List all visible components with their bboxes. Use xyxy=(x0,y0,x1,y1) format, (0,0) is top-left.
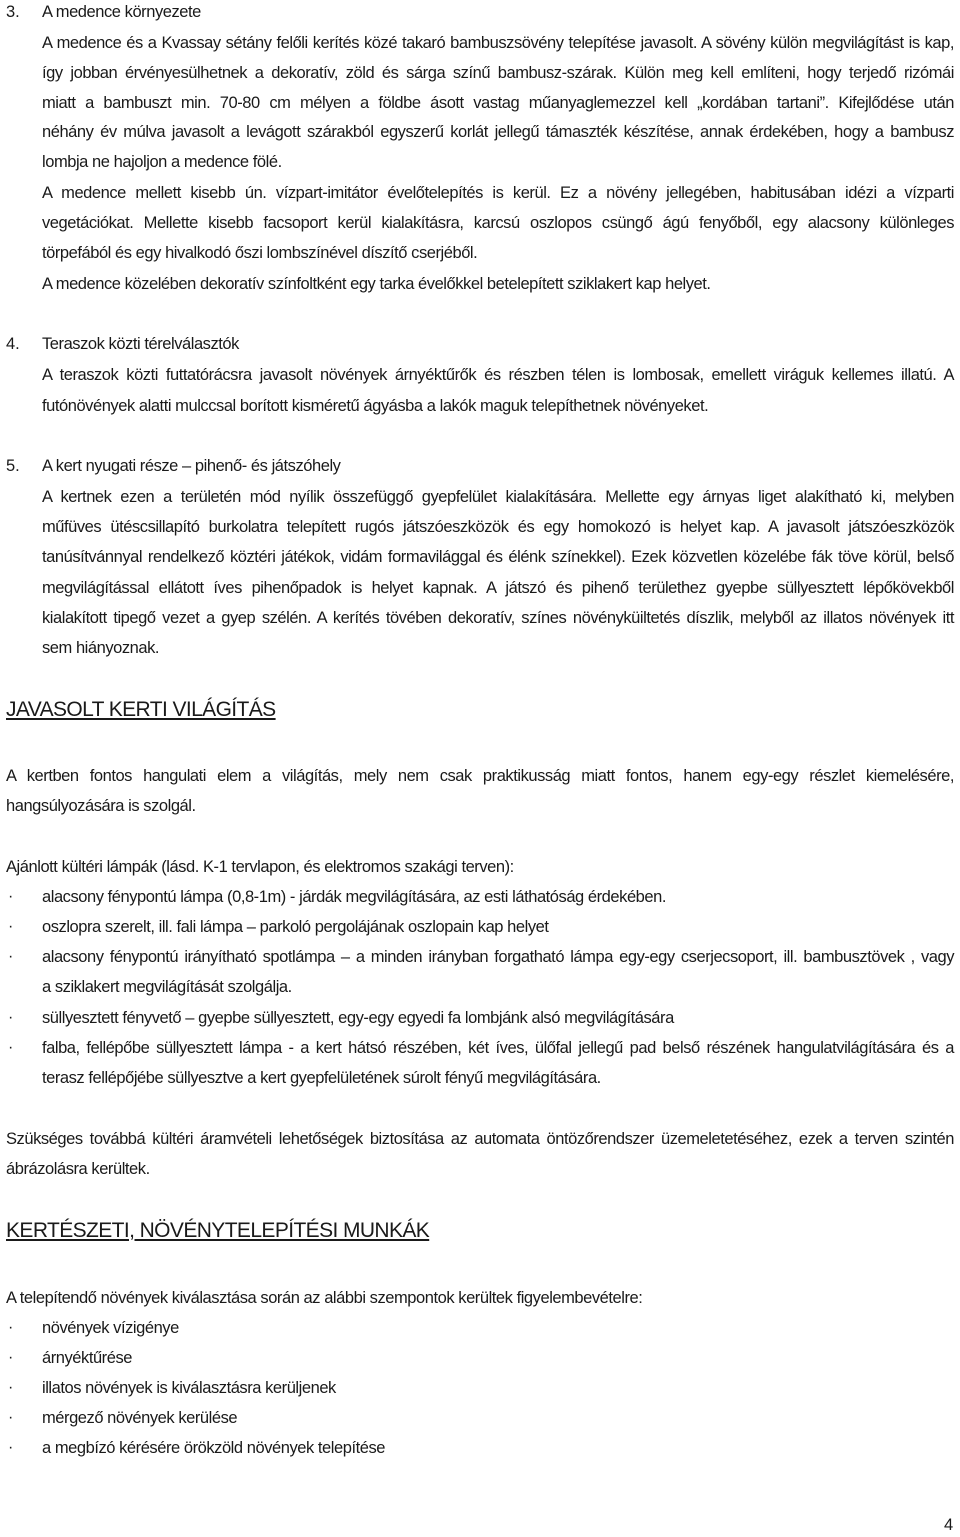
lighting-item: süllyesztett fényvető – gyepbe süllyesztett, egy-egy egyedi fa lombjánk alsó megvilágítására xyxy=(42,1009,674,1027)
page-number: 4 xyxy=(944,1516,953,1534)
lighting-list-intro: Ajánlott kültéri lámpák (lásd. K-1 tervlapon, és elektromos szakági terven): xyxy=(6,858,514,876)
section-5-line: sem hiányoznak. xyxy=(42,639,160,657)
planting-item: a megbízó kérésére örökzöld növények telepítése xyxy=(42,1439,385,1457)
bullet-marker: · xyxy=(8,1349,14,1366)
lighting-item: falba, fellépőbe süllyesztett lámpa - a kert hátsó részében, két íves, ülőfal jellegű pad belső részének hangulatvilágítására és a xyxy=(42,1039,954,1057)
lighting-intro-line: A kertben fontos hangulati elem a világítás, mely nem csak praktikusság miatt fontos, hanem egy-egy részlet kiemelésére, xyxy=(6,767,954,785)
planting-heading: KERTÉSZETI, NÖVÉNYTELEPÍTÉSI MUNKÁK xyxy=(6,1219,430,1242)
planting-item: illatos növények is kiválasztásra kerüljenek xyxy=(42,1379,336,1397)
section-4-number: 4. xyxy=(6,335,20,353)
section-5-line: A kertnek ezen a területén mód nyílik összefüggő gyepfelület kialakítására. Mellette egy árnyas liget alakítható ki, melyben xyxy=(42,488,954,506)
planting-item: mérgező növények kerülése xyxy=(42,1409,238,1427)
section-3-line: miatt a bambuszt min. 70-80 cm mélyen a földbe ásott vastag műanyaglemezzel kell „kordában tartani”. Kifejlődése után xyxy=(42,94,954,112)
section-3-number: 3. xyxy=(6,3,20,21)
section-5-line: tanúsítvánnyal rendelkező köztéri játékok, vidám formavilággal és élénk színekkel). Ezek közvetlen közelébe fák töve körül, belső xyxy=(42,548,954,566)
bullet-marker: · xyxy=(8,1439,14,1456)
planting-item: növények vízigénye xyxy=(42,1319,179,1337)
planting-item: árnyéktűrése xyxy=(42,1349,132,1367)
lighting-intro-line: hangsúlyozására is szolgál. xyxy=(6,797,196,815)
bullet-marker: · xyxy=(8,1319,14,1336)
section-5-line: megvilágítással ellátott íves pihenőpadok is helyet kapnak. A játszó és pihenő területhez gyepbe süllyesztett lépőkövekből xyxy=(42,579,954,597)
section-5-line: kialakított tipegő vezet a gyep szélén. A kerítés tövében dekoratív, színes növényküiltetés díszlik, melyből az illatos növények itt xyxy=(42,609,954,627)
lighting-item: alacsony fénypontú irányítható spotlámpa – a minden irányban forgatható lámpa egy-egy cserjecsoport, ill. bambusztövek , vagy xyxy=(42,948,954,966)
section-5-number: 5. xyxy=(6,457,20,475)
lighting-item: oszlopra szerelt, ill. fali lámpa – parkoló pergolájának oszlopain kap helyet xyxy=(42,918,549,936)
bullet-marker: · xyxy=(8,948,14,965)
bullet-marker: · xyxy=(8,1039,14,1056)
section-3-line: A medence közelében dekoratív színfoltként egy tarka évelőkkel betelepített sziklakert kap helyet. xyxy=(42,275,711,293)
planting-intro: A telepítendő növények kiválasztása során az alábbi szempontok kerültek figyelembevételre: xyxy=(6,1289,643,1307)
section-3-line: A medence mellett kisebb ún. vízpart-imitátor évelőtelepítés is kerül. Ez a növény jellegében, habitusában idézi a vízparti xyxy=(42,184,954,202)
lighting-heading: JAVASOLT KERTI VILÁGÍTÁS xyxy=(6,698,276,721)
section-4-line: futónövények alatti mulccsal borított kisméretű ágyásba a lakók maguk telepíthetnek növényeket. xyxy=(42,397,709,415)
section-3-line: néhány év múlva javasolt a levágott szárakból egyszerű korlát jellegű támaszték készítése, annak érdekében, hogy a bambusz xyxy=(42,123,954,141)
section-3-line: lombja ne hajoljon a medence fölé. xyxy=(42,153,282,171)
lighting-outro-line: Szükséges továbbá kültéri áramvételi lehetőségek biztosítása az automata öntözőrendszer üzemeletetéséhez, ezek a terven szintén xyxy=(6,1130,954,1148)
section-4-title: Teraszok közti térelválasztók xyxy=(42,335,239,353)
section-3-line: vegetációkat. Mellette kisebb facsoport kerül kialakításra, karcsú oszlopos csüngő ágú fenyőből, egy alacsony különleges xyxy=(42,214,954,232)
bullet-marker: · xyxy=(8,918,14,935)
lighting-item-continued: a sziklakert megvilágítását szolgálja. xyxy=(42,978,292,996)
section-3-line: törpefából és egy hivalkodó őszi lombszínével díszítő cserjéből. xyxy=(42,244,478,262)
section-3-title: A medence környezete xyxy=(42,3,201,21)
section-3-line: így jobban érvényesülhetnek a dekoratív, zöld és sárga színű bambusz-szárak. Külön meg kell említeni, hogy terjedő rizómái xyxy=(42,64,954,82)
bullet-marker: · xyxy=(8,1409,14,1426)
section-5-line: műfüves ütéscsillapító burkolatra telepített rugós játszóeszközök és egy homokozó is helyet kap. A javasolt játszóeszközök xyxy=(42,518,954,536)
lighting-item-continued: terasz fellépőjébe süllyesztve a kert gyepfelületének súrolt fényű megvilágítására. xyxy=(42,1069,601,1087)
section-3-line: A medence és a Kvassay sétány felőli kerítés közé takaró bambuszsövény telepítése javasolt. A sövény külön megvilágítást is kap, xyxy=(42,34,954,52)
bullet-marker: · xyxy=(8,888,14,905)
section-4-line: A teraszok közti futtatórácsra javasolt növények árnyéktűrők és részben télen is lombosak, emellett viráguk kellemes illatú. A xyxy=(42,366,954,384)
bullet-marker: · xyxy=(8,1379,14,1396)
lighting-outro-line: ábrázolásra kerültek. xyxy=(6,1160,150,1178)
lighting-item: alacsony fénypontú lámpa (0,8-1m) - járdák megvilágítására, az esti láthatóság érdekében. xyxy=(42,888,666,906)
bullet-marker: · xyxy=(8,1009,14,1026)
section-5-title: A kert nyugati része – pihenő- és játszóhely xyxy=(42,457,341,475)
